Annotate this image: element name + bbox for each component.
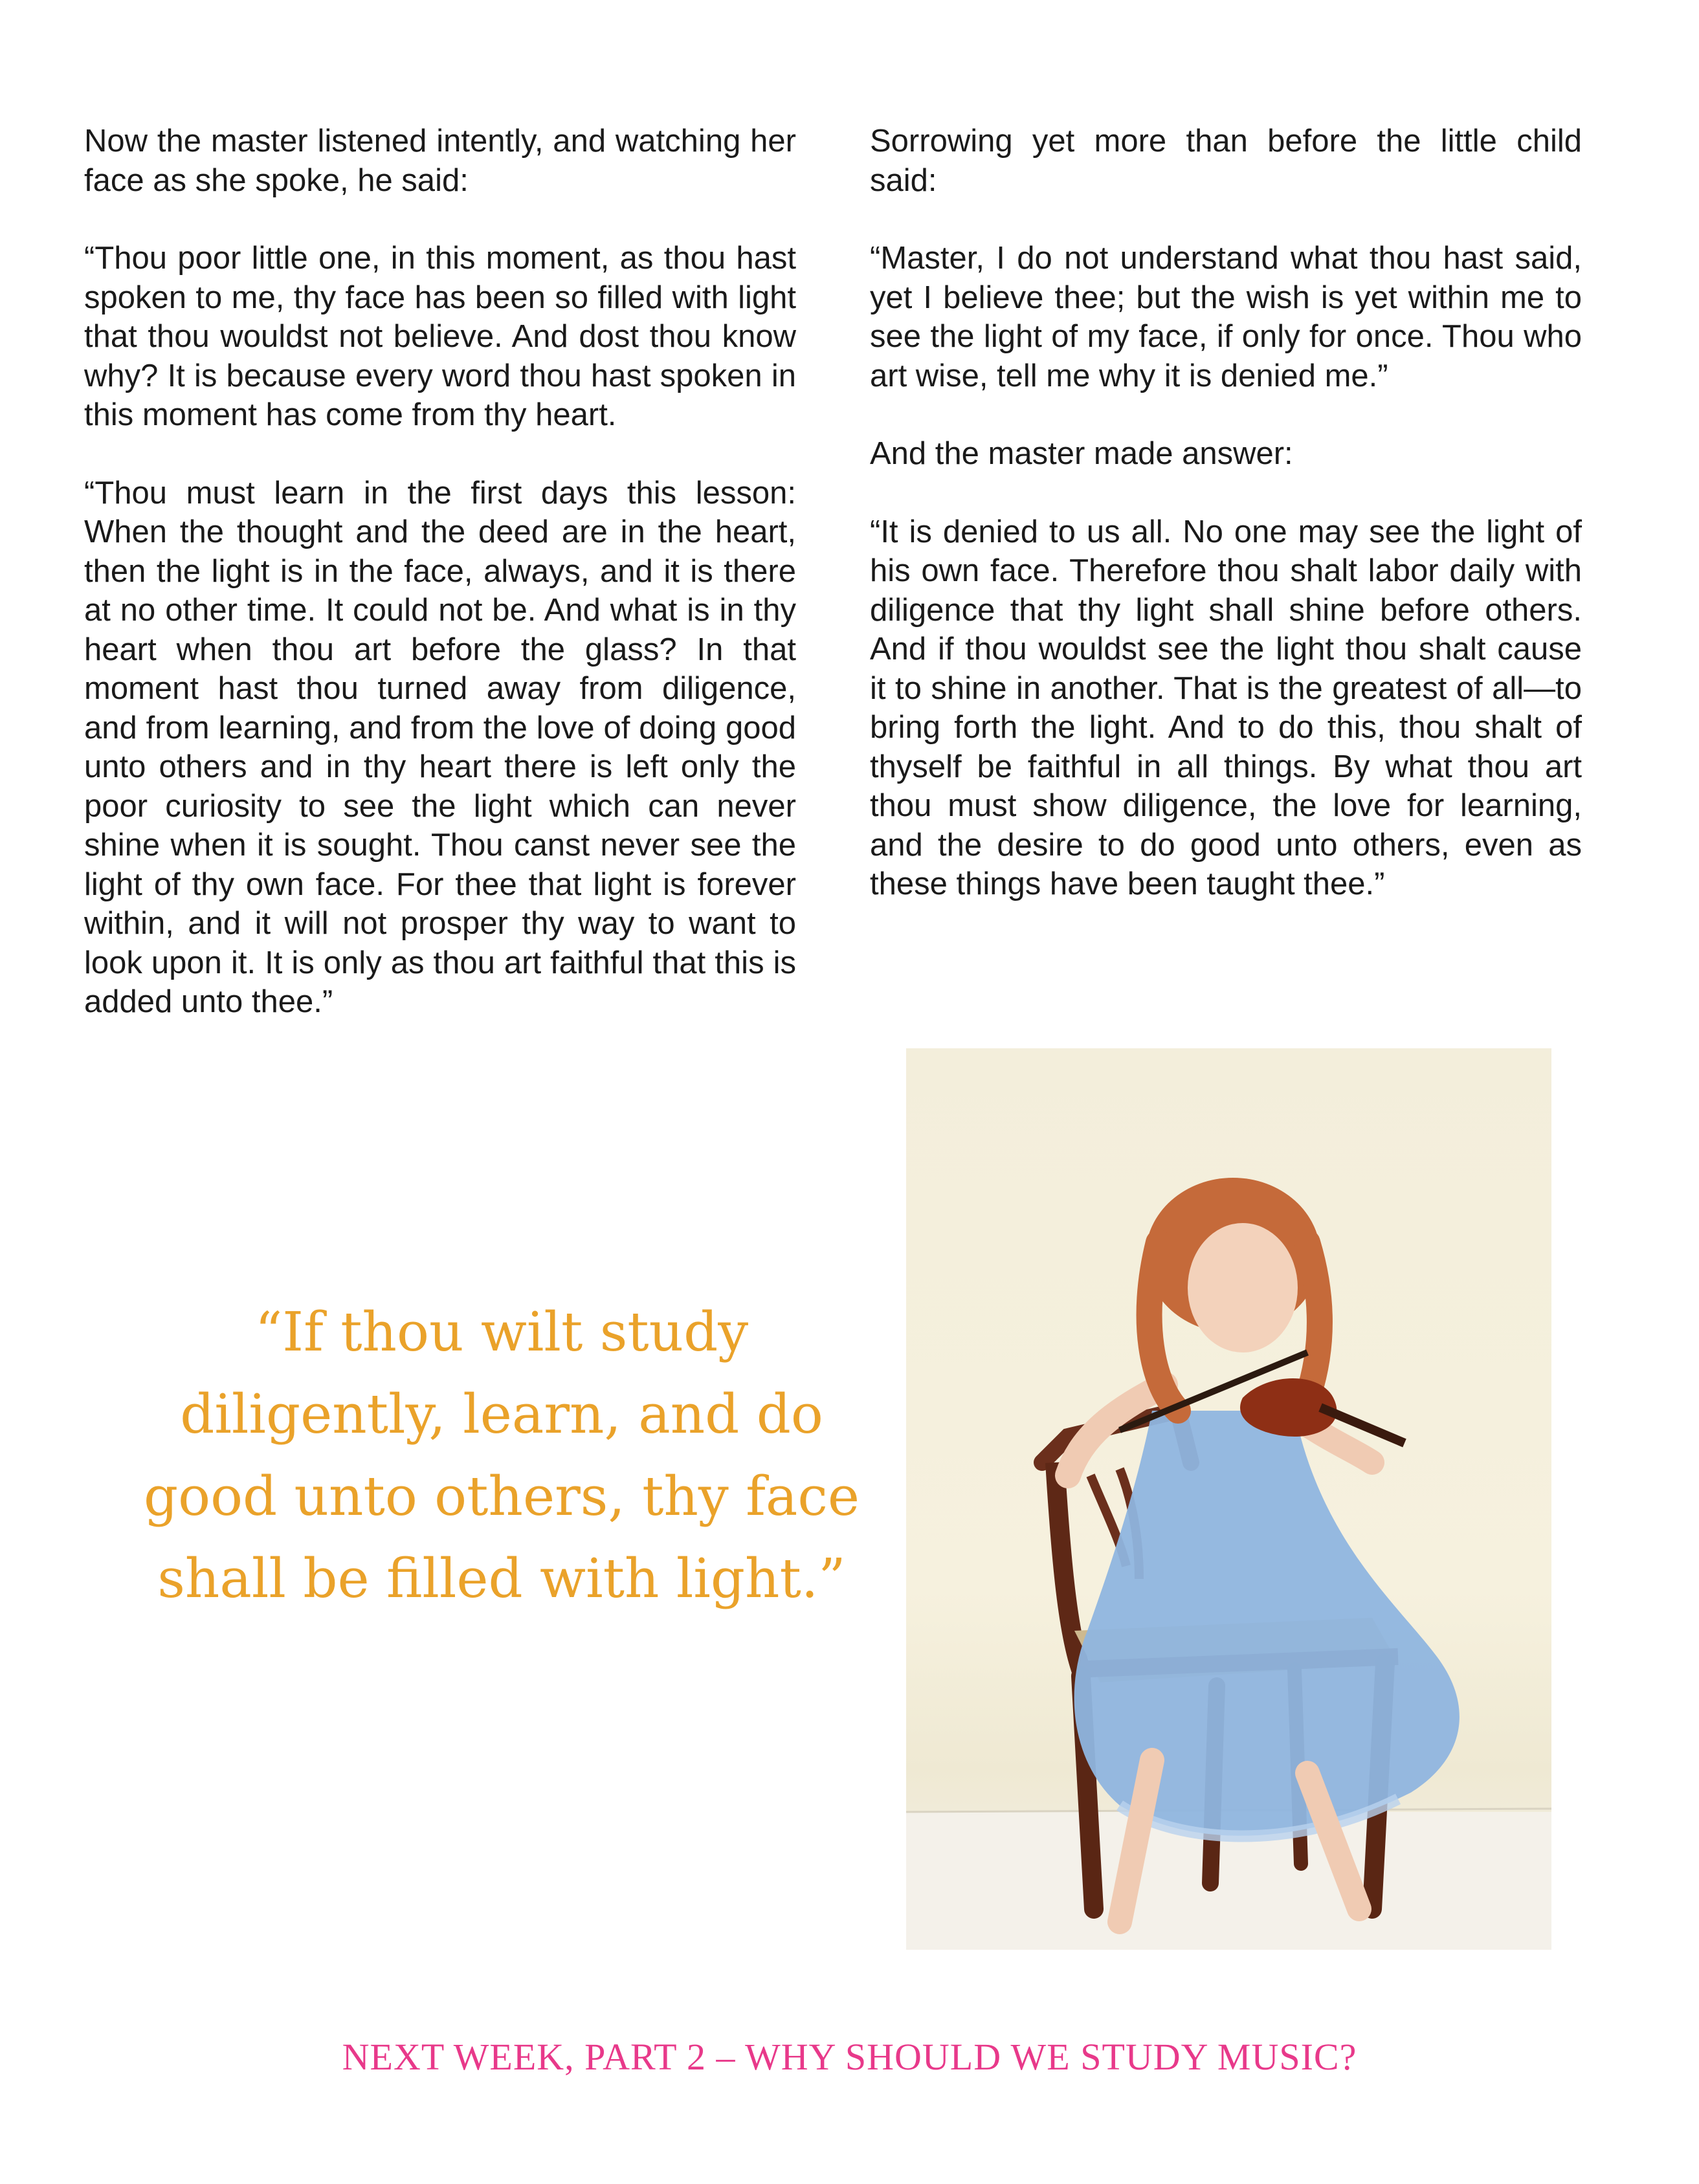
left-text-column <box>84 122 796 1061</box>
next-week-footer: NEXT WEEK, PART 2 – WHY SHOULD WE STUDY MUSIC? <box>342 2036 1357 2078</box>
paragraph: “It is denied to us all. No one may see the light of his own face. Therefore thou shalt labor daily with diligence that thy light shall shine before others. And if thou wouldst see the light thou shalt cause it to shine in another. That is the greatest of all—to bring forth the light. And to do this, thou shalt of thyself be faithful in all things. By what thou art thou must show diligence, the love for learning, and the desire to do good unto others, even as these things have been taught thee.” <box>870 514 1582 901</box>
paragraph: “Thou poor little one, in this moment, as thou hast spoken to me, thy face has been so filled with light that thou wouldst not believe. And dost thou know why? It is because every word thou hast spoken in this moment has come from thy heart. <box>84 241 796 432</box>
paragraph: “Thou must learn in the first days this lesson: When the thought and the deed are in the heart, then the light is in the face, always, and it is there at no other time. It could not be. And what is in thy heart when thou art before the glass? In that moment hast thou turned away from diligence, and from learning, and from the love of doing good unto others and in thy heart there is left only the poor curiosity to see the light which can never shine when it is sought. Thou canst never see the light of thy own face. For thee that light is forever within, and it will not prosper thy way to want to look upon it. It is only as thou art faithful that this is added unto thee.” <box>84 475 796 1019</box>
paragraph: And the master made answer: <box>870 436 1293 471</box>
paragraph: “Master, I do not understand what thou hast said, yet I believe thee; but the wish is yet within me to see the light of my face, if only for once. Thou who art wise, tell me why it is denied me.” <box>870 241 1582 393</box>
pull-quote: “If thou wilt study diligently, learn, and do good unto others, thy face shall be filled with light.” <box>143 1301 860 1610</box>
paragraph: Sorrowing yet more than before the little child said: <box>870 124 1582 198</box>
paragraph: Now the master listened intently, and watching her face as she spoke, he said: <box>84 124 796 198</box>
right-text-column <box>870 122 1582 943</box>
girl-playing-violin-photo <box>906 1048 1551 1950</box>
photo-illustration <box>906 1048 1551 1950</box>
